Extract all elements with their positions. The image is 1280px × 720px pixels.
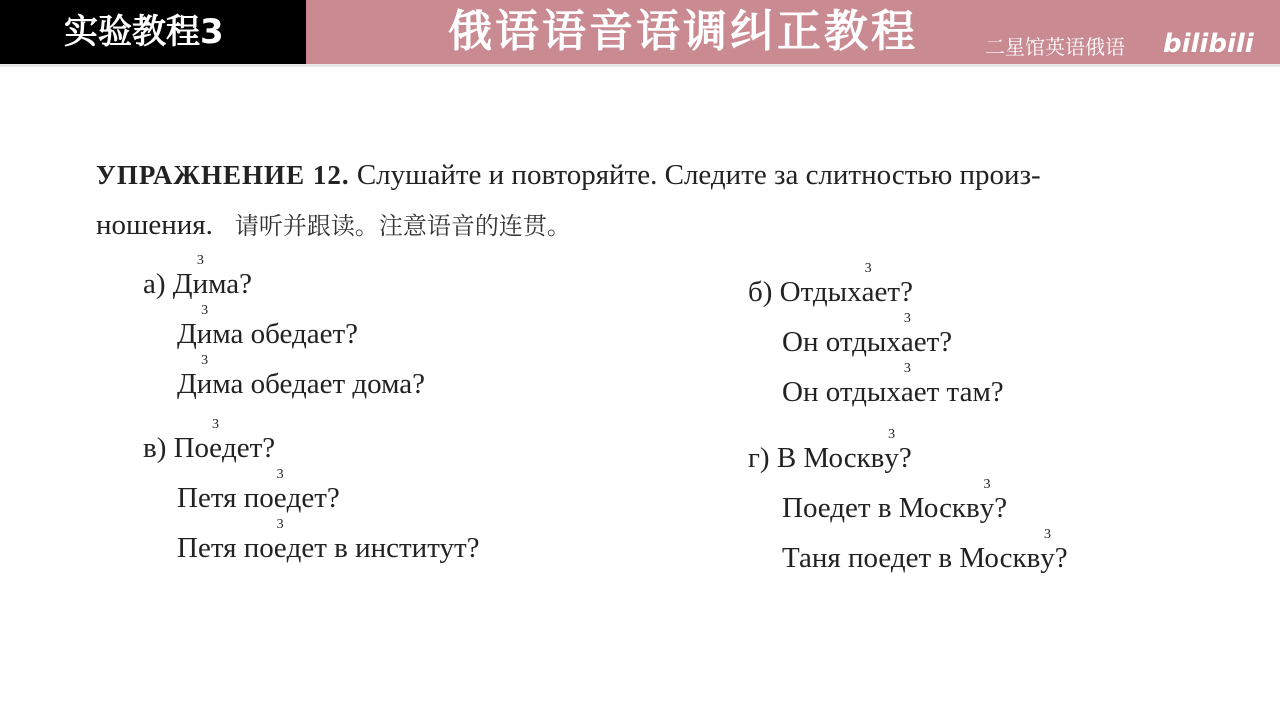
phrase-pre: Он отдых — [782, 376, 901, 408]
group-label: а) — [143, 268, 166, 300]
phrase-pre: В Москв — [776, 442, 885, 474]
stressed-vowel — [884, 428, 899, 474]
bilibili-logo: bilibili — [1163, 29, 1254, 59]
phrase-line — [748, 262, 1004, 312]
group-a — [143, 254, 425, 404]
phrase-pre: Отдых — [779, 276, 862, 308]
stress-mark: 3 — [276, 467, 284, 482]
group-g — [748, 428, 1068, 578]
phrase-pre: Таня поедет в Москв — [782, 542, 1041, 574]
vowel: у — [884, 442, 899, 474]
stress-mark: 3 — [201, 353, 209, 368]
phrase-pre: Д — [177, 368, 197, 400]
phrase-post: ? — [898, 442, 912, 474]
stress-mark: 3 — [983, 477, 991, 492]
phrase-pre: Петя по — [177, 482, 274, 514]
vowel: е — [273, 532, 287, 564]
vowel: и — [196, 368, 213, 400]
exercise-heading: УПРАЖНЕНИЕ 12. — [96, 160, 350, 190]
phrase-line — [748, 428, 1068, 478]
group-v — [143, 418, 480, 568]
phrase-line — [143, 304, 425, 354]
group-label: б) — [748, 276, 773, 308]
stressed-vowel — [901, 312, 914, 358]
group-label: в) — [143, 432, 167, 464]
instruction-text-cont: ношения. — [96, 209, 213, 241]
stress-mark: 3 — [212, 417, 219, 432]
stress-mark: 3 — [201, 303, 209, 318]
phrase-post: ма обедает? — [212, 318, 359, 350]
exercise-instruction — [96, 150, 1196, 251]
vowel: а — [900, 376, 914, 408]
stressed-vowel — [1040, 528, 1055, 574]
group-label: г) — [748, 442, 770, 474]
vowel: у — [979, 492, 995, 524]
stressed-vowel — [197, 304, 213, 350]
phrase-pre: Петя по — [177, 532, 274, 564]
stress-mark: 3 — [888, 427, 896, 442]
phrase-pre: Д — [172, 268, 193, 300]
course-title: 俄语语音语调纠正教程 — [448, 6, 918, 57]
phrase-line — [143, 418, 480, 468]
vowel: е — [209, 432, 222, 464]
phrase-post: дет в институт? — [286, 532, 480, 564]
phrase-line — [748, 528, 1068, 578]
phrase-pre: Поедет в Москв — [782, 492, 980, 524]
phrase-post: ? — [994, 492, 1008, 524]
vowel: а — [861, 276, 875, 308]
phrase-line — [748, 362, 1004, 412]
phrase-post: дет? — [221, 432, 276, 464]
chinese-instruction: 请听并跟读。注意语音的连贯。 — [234, 212, 571, 240]
phrase-line — [143, 254, 425, 304]
stress-mark: 3 — [196, 253, 204, 268]
vowel: а — [900, 326, 914, 358]
phrase-pre: Он отдых — [782, 326, 901, 358]
stress-mark: 3 — [903, 311, 911, 326]
phrase-post: ет? — [913, 326, 953, 358]
vowel: е — [273, 482, 287, 514]
stressed-vowel — [901, 362, 914, 408]
stressed-vowel — [862, 262, 875, 308]
vowel: и — [196, 318, 213, 350]
phrase-pre: По — [173, 432, 210, 464]
stressed-vowel — [980, 478, 995, 524]
phrase-post: ма? — [208, 268, 253, 300]
divider — [0, 64, 1280, 67]
stressed-vowel — [274, 468, 287, 514]
stress-mark: 3 — [1044, 527, 1052, 542]
phrase-pre: Д — [177, 318, 197, 350]
stressed-vowel — [193, 254, 209, 300]
stress-mark: 3 — [864, 261, 872, 276]
stressed-vowel — [209, 418, 222, 464]
instruction-text: Слушайте и повторяйте. Следите за слитностью произ- — [356, 159, 1041, 191]
stressed-vowel — [274, 518, 287, 564]
phrase-post: ет там? — [913, 376, 1004, 408]
phrase-line — [143, 468, 480, 518]
vowel: и — [192, 268, 209, 300]
watermark: 二星馆英语俄语 — [985, 35, 1125, 59]
stress-mark: 3 — [276, 517, 284, 532]
group-b — [748, 262, 1004, 412]
stress-mark: 3 — [903, 361, 911, 376]
vowel: у — [1040, 542, 1055, 574]
phrase-line — [748, 478, 1068, 528]
phrase-post: ет? — [874, 276, 913, 308]
phrase-post: ? — [1054, 542, 1068, 574]
phrase-post: дет? — [286, 482, 340, 514]
phrase-line — [143, 518, 480, 568]
phrase-post: ма обедает дома? — [212, 368, 425, 400]
stressed-vowel — [197, 354, 213, 400]
phrase-line — [143, 354, 425, 404]
lesson-label: 实验教程3 — [0, 0, 306, 64]
phrase-line — [748, 312, 1004, 362]
